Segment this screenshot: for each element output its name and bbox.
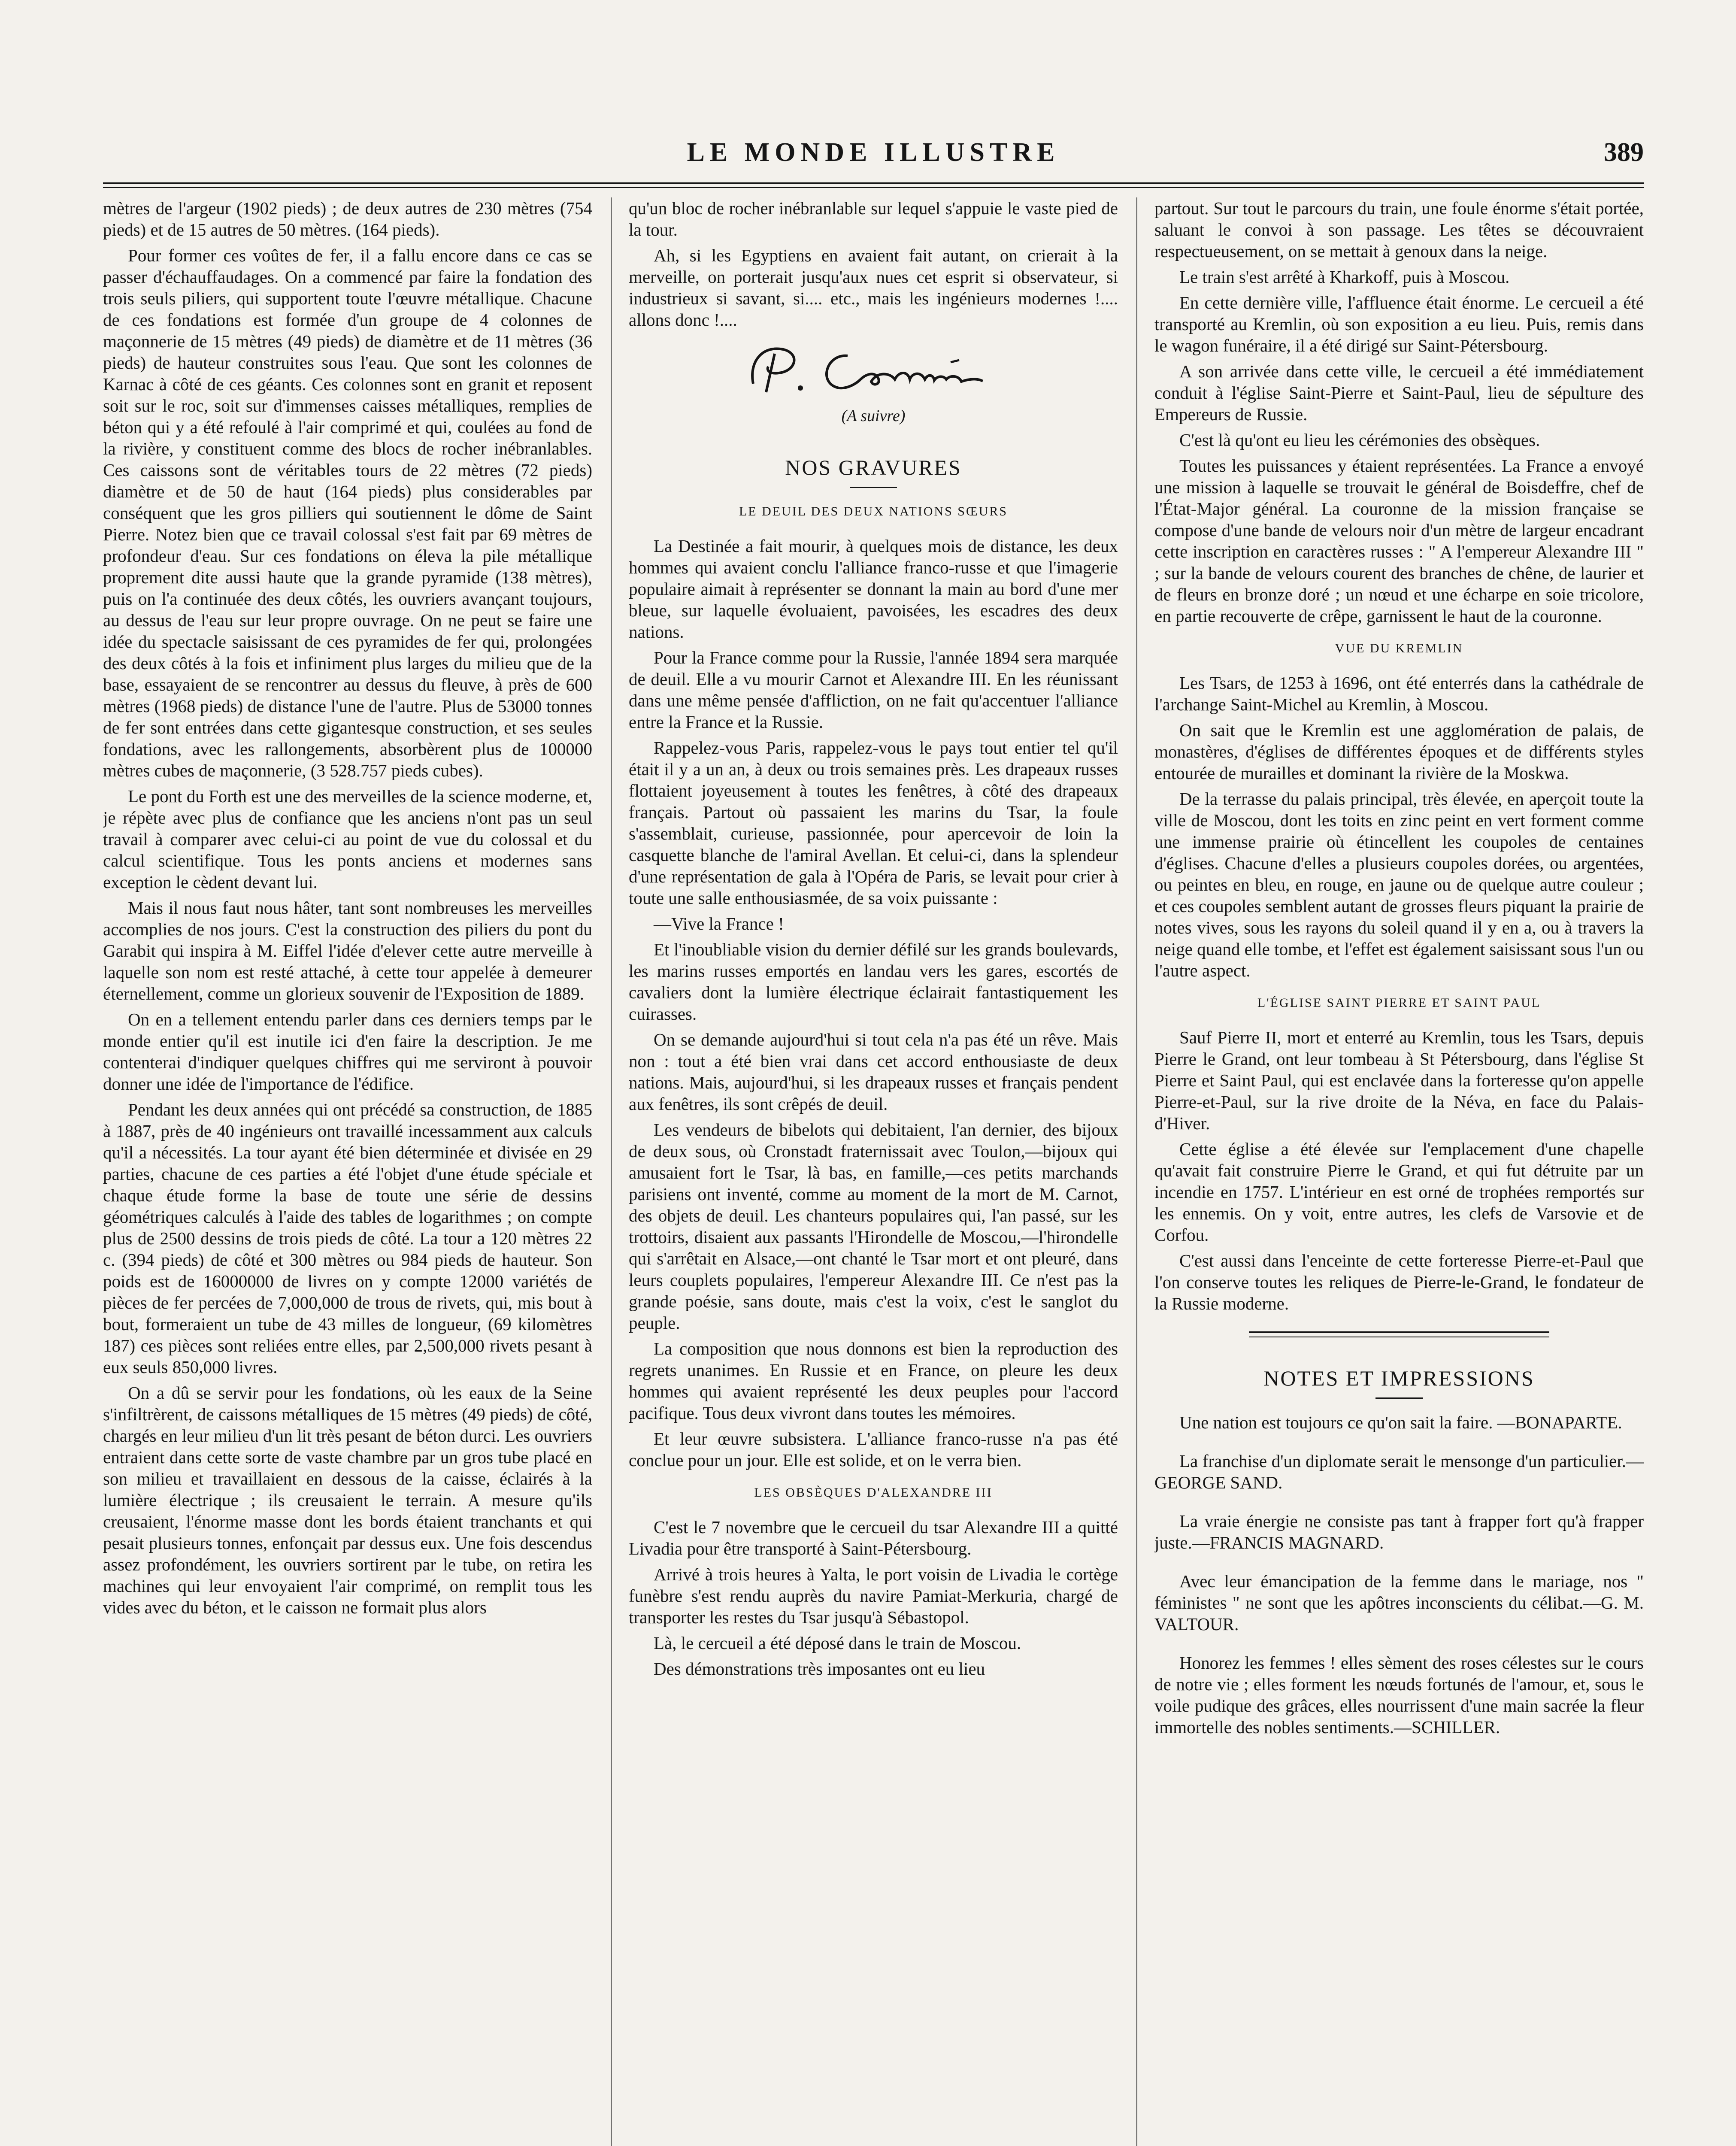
header-rule-thin — [103, 187, 1644, 188]
author-signature — [629, 336, 1118, 401]
paragraph: La composition que nous donnons est bien la reproduction des regrets unanimes. En Russie et en France, on pleure les deux hommes qui avaient représenté les deux peuples pour l'accord pacifique. Tous deux vivront dans toutes les mémoires. — [629, 1339, 1118, 1423]
masthead — [103, 129, 1644, 180]
paragraph: La Destinée a fait mourir, à quelques mois de distance, les deux hommes qui avaient conclu l'alliance franco-russe et que l'imagerie populaire aimait à représenter se donnant la main au bord d'une mer bleue, sur laquelle évoluaient, pavoisées, les escadres des deux nations. — [629, 536, 1118, 642]
paragraph: On en a tellement entendu parler dans ces derniers temps par le monde entier qu'il est inutile ici d'en faire la description. Je me contenterai d'indiquer quelques chiffres qui me serviront à pouvoir donner une idée de l'importance de l'édifice. — [103, 1009, 592, 1094]
paragraph: Pour la France comme pour la Russie, l'année 1894 sera marquée de deuil. Elle a vu mourir Carnot et Alexandre III. En les réunissant dans une même pensée d'affliction, on ne fait qu'accentuer l'alliance entre la France et la Russie. — [629, 648, 1118, 732]
article-columns — [103, 197, 1644, 2146]
paragraph: On a dû se servir pour les fondations, où les eaux de la Seine s'infiltrèrent, de caissons métalliques de 15 mètres (49 pieds) de côté, chargés en leur milieu d'un lit très pesant de béton durci. Les ouvriers entraient dans cette sorte de vaste chambre par un gros tube placé en son milieu et travaillaient en dessous de la caisse, éclairés à la lumière électrique ; ils creusaient le terrain. A mesure qu'ils creusaient, l'énorme masse dont les bords étaient tranchants et qui pesait plusieurs tonnes, enfonçait par dessus eux. Une fois descendus assez profondément, les ouvriers sortirent par le tube, on retira les machines qui leur envoyaient l'air comprimé, on remplit tous les vides avec du béton, et le caisson ne formait plus alors — [103, 1383, 592, 1617]
paragraph: Et l'inoubliable vision du dernier défilé sur les grands boulevards, les marins russes emportés en landau vers les gares, escortés de cavaliers dont la lumière électrique éclairait fantastiquement les cuirasses. — [629, 940, 1118, 1024]
subsection-title: VUE DU KREMLIN — [1335, 641, 1463, 655]
subsection-title: L'ÉGLISE SAINT PIERRE ET SAINT PAUL — [1257, 996, 1541, 1010]
paragraph: En cette dernière ville, l'affluence était énorme. Le cercueil a été transporté au Kremlin, où son exposition a eu lieu. Puis, remis dans le wagon funéraire, il a été dirigé sur Saint-Pétersbourg. — [1154, 293, 1644, 355]
paragraph: Pour former ces voûtes de fer, il a fallu encore dans ce cas se passer d'échauffaudages. On a commencé par faire la fondation des trois seuls piliers, qui supportent toute l'œuvre métallique. Chacune de ces fondations est formée d'un groupe de 4 colonnes de maçonnerie de 15 mètres (49 pieds) de diamètre et de 11 mètres (36 pieds) de hauteur construites sous l'eau. Que sont les colonnes de Karnac à côté de ces géants. Ces colonnes sont en granit et reposent soit sur le roc, soit sur d'immenses caisses métalliques, remplies de béton qui y a été refoulé à l'air comprimé et qui, coulées au fond de la rivière, y constituent comme des blocs de rocher inébranlables. Ces caissons sont de véritables tours de 22 mètres (72 pieds) diamètre et de 50 de haut (164 pieds) plus considerables par conséquent que les gros pilliers qui soutiennent le dôme de Saint Pierre. Notez bien que ce travail colossal s'est fait par 69 mètres de profondeur d'eau. Sur ces fondations on éleva la pile métallique proprement dite aussi haute que la grande pyramide (138 mètres), puis on l'a continuée des deux côtés, les ouvriers avançant toujours, au dessus de l'eau sur leur propre ouvrage. On ne peut se faire une idée du spectacle saisissant de ces pyramides de fer qui, prolongées des deux côtés à la fois et infiniment plus larges du milieu que de la base, essayaient de se rencontrer au dessus du fleuve, à près de 600 mètres (1968 pieds) de distance l'une de l'autre. Plus de 53000 tonnes de fer sont entrées dans cette gigantesque construction, et ses seules fondations, avec les rallongements, absorbèrent plus de 100000 mètres cubes de maçonnerie, (3 528.757 pieds cubes). — [103, 246, 592, 780]
section-rule — [850, 487, 897, 488]
column-2 — [629, 197, 1118, 2146]
subsection-title: LES OBSÈQUES D'ALEXANDRE III — [754, 1485, 993, 1500]
paragraph: Sauf Pierre II, mort et enterré au Kremlin, tous les Tsars, depuis Pierre le Grand, ont leur tombeau à St Pétersbourg, dans l'église St Pierre et Saint Paul, qui est enclavée dans la forteresse qu'on appelle Pierre-et-Paul, sur la rive droite de la Néva, en face du Palais-d'Hiver. — [1154, 1028, 1644, 1133]
header-rule — [103, 182, 1644, 184]
signature-handwriting — [736, 336, 1011, 401]
quote: La franchise d'un diplomate serait le mensonge d'un particulier.—GEORGE SAND. — [1154, 1451, 1644, 1492]
paragraph: Là, le cercueil a été déposé dans le train de Moscou. — [654, 1633, 1021, 1653]
paragraph: Les Tsars, de 1253 à 1696, ont été enterrés dans la cathédrale de l'archange Saint-Michel au Kremlin, à Moscou. — [1154, 673, 1644, 714]
to-follow-note: (A suivre) — [841, 407, 906, 425]
paragraph: Le train s'est arrêté à Kharkoff, puis à Moscou. — [1179, 267, 1510, 287]
paragraph: Mais il nous faut nous hâter, tant sont nombreuses les merveilles accomplies de nos jours. C'est la construction des piliers du pont du Garabit qui inspira à M. Eiffel l'idée d'elever cette autre merveille à laquelle son nom est resté attaché, à cette tour appelée à demeurer éternellement, comme un glorieux souvenir de l'Exposition de 1889. — [103, 898, 592, 1003]
paragraph: Toutes les puissances y étaient représentées. La France a envoyé une mission à laquelle se trouvait le général de Boisdeffre, chef de l'État-Major général. La couronne de la mission française se compose d'une bande de velours noir d'un mètre de largeur encadrant cette inscription en caractères russes : " A l'empereur Alexandre III " ; sur la bande de velours courent des branches de chêne, de laurier et de fleurs en bronze doré ; un nœud et une écharpe en soie tricolore, en partie recouverte de crêpe, garnissent le haut de la couronne. — [1154, 456, 1644, 626]
section-title: NOS GRAVURES — [785, 455, 962, 479]
paragraph: Et leur œuvre subsistera. L'alliance franco-russe n'a pas été conclue pour un jour. Elle est solide, et on le verra bien. — [629, 1429, 1118, 1470]
paragraph: Des démonstrations très imposantes ont eu lieu — [654, 1659, 985, 1679]
quote: La vraie énergie ne consiste pas tant à frapper fort qu'à frapper juste.—FRANCIS MAGNARD. — [1154, 1511, 1644, 1552]
paragraph: On sait que le Kremlin est une agglomération de palais, de monastères, d'églises de différentes époques et de différents styles entourée de murailles et dominant la rivière de la Moskwa. — [1154, 720, 1644, 783]
section-rule — [1375, 1397, 1423, 1399]
paragraph: mètres de l'argeur (1902 pieds) ; de deux autres de 230 mètres (754 pieds) et de 15 autres de 50 mètres. (164 pieds). — [103, 198, 592, 239]
paragraph: De la terrasse du palais principal, très élevée, en aperçoit toute la ville de Moscou, dont les toits en zinc peint en vert forment comme une immense prairie où étincellent les coupoles de centaines d'églises. Chacune d'elles a plusieurs coupoles dorées, ou argentées, ou peintes en bleu, en rouge, en jaune ou de quelque autre couleur ; et ces coupoles semblent autant de grosses fleurs piquant la prairie de notes vives, sous les rayons du soleil quand il y en a, ou à travers la neige quand elle tombe, et l'effet est également saisissant sous l'un ou l'autre aspect. — [1154, 789, 1644, 980]
quote: Avec leur émancipation de la femme dans le mariage, nos " féministes " ne sont que les apôtres inconscients du célibat.—G. M. VALTOUR. — [1154, 1571, 1644, 1634]
paragraph: Le pont du Forth est une des merveilles de la science moderne, et, je répète avec plus de confiance que les anciens n'ont pas un seul travail à comparer avec celui-ci au point de vue du colossal et du calcul scientifique. Tous les ponts anciens et modernes sans exception le cèdent devant lui. — [103, 786, 592, 892]
paragraph: Arrivé à trois heures à Yalta, le port voisin de Livadia le cortège funèbre s'est rendu auprès du navire Pamiat-Merkuria, chargé de transporter les restes du Tsar jusqu'à Sébastopol. — [629, 1564, 1118, 1627]
paragraph: C'est le 7 novembre que le cercueil du tsar Alexandre III a quitté Livadia pour être transporté à Saint-Pétersbourg. — [629, 1517, 1118, 1558]
subsection-title: LE DEUIL DES DEUX NATIONS SŒURS — [739, 504, 1008, 518]
paragraph: —Vive la France ! — [654, 914, 784, 934]
section-title: NOTES ET IMPRESSIONS — [1263, 1366, 1535, 1390]
paragraph: On se demande aujourd'hui si tout cela n'a pas été un rêve. Mais non : tout a été bien vrai dans cet accord enthousiaste de deux nations. Mais, aujourd'hui, si les drapeaux russes et français pendent aux fenêtres, ils sont crêpés de deuil. — [629, 1030, 1118, 1114]
paragraph: C'est là qu'ont eu lieu les cérémonies des obsèques. — [1179, 430, 1540, 450]
paragraph: Rappelez-vous Paris, rappelez-vous le pays tout entier tel qu'il était il y a un an, à deux ou trois semaines près. Les drapeaux russes flottaient joyeusement à toutes les fenêtres, à côté des drapeaux français. Partout où passaient les marins du Tsar, la foule s'assemblait, curieuse, passionnée, pour apercevoir de loin la casquette blanche de l'amiral Avellan. Et celui-ci, dans la splendeur d'une représentation de gala à l'Opéra de Paris, se levait pour crier à toute une salle enthousiasmée, de sa voix puissante : — [629, 738, 1118, 908]
column-1 — [103, 197, 592, 2146]
quote: Une nation est toujours ce qu'on sait la faire. —BONAPARTE. — [1179, 1412, 1622, 1432]
paragraph: Pendant les deux années qui ont précédé sa construction, de 1885 à 1887, près de 40 ingénieurs ont travaillé incessamment aux calculs qu'il a nécessités. La tour ayant été bien déterminée et divisée en 29 parties, chacune de ces parties a été l'objet d'une étude spéciale et chaque étude forme la base de toute une série de dessins géométriques calculés à l'aide des tables de logarithmes ; on compte plus de 2500 dessins de trois pieds de côté. La tour a 120 mètres 22 c. (394 pieds) de côté et 300 mètres ou 984 pieds de hauteur. Son poids est de 16000000 de livres on y compte 12000 variétés de pièces de fer percées de 7,000,000 de trous de rivets, qui, mis bout à bout, formeraient un tube de 43 milles de longueur, (69 kilomètres 187) ces pièces sont reliées entre elles, par 2,500,000 rivets pesant à eux seuls 850,000 livres. — [103, 1100, 592, 1377]
newspaper-title: LE MONDE ILLUSTRE — [687, 138, 1060, 167]
quote: Honorez les femmes ! elles sèment des roses célestes sur le cours de notre vie ; elles forment les nœuds fortunés de l'amour, et, sous le voile pudique des grâces, elles nourrissent d'une main sacrée la fleur immortelle des nobles sentiments.—SCHILLER. — [1154, 1653, 1644, 1737]
column-3 — [1154, 197, 1644, 2146]
paragraph: partout. Sur tout le parcours du train, une foule énorme s'était portée, saluant le convoi à son passage. Les têtes se découvraient respectueusement, on se mettait à genoux dans la neige. — [1154, 198, 1644, 261]
page-number: 389 — [1604, 138, 1644, 167]
paragraph: Les vendeurs de bibelots qui debitaient, l'an dernier, des bijoux de deux sous, où Cronstadt fraternissait avec Toulon,—bijoux qui amusaient fort le Tsar, là bas, en famille,—ces petits marchands parisiens ont inventé, comme au moment de la mort de M. Carnot, des objets de deuil. Les chanteurs populaires qui, l'an passé, sur les trottoirs, disaient aux passants l'Hirondelle de Moscou,—l'hirondelle qui s'arrêtait en Alsace,—ont chanté le Tsar mort et ont pleuré, dans leurs couplets populaires, l'empereur Alexandre III. Ce n'est pas la grande poésie, sans doute, mais c'est la voix, c'est le sanglot du peuple. — [629, 1120, 1118, 1333]
column-divider — [1136, 197, 1137, 2146]
section-divider — [1249, 1331, 1549, 1333]
newspaper-page — [103, 129, 1644, 2146]
paragraph: C'est aussi dans l'enceinte de cette forteresse Pierre-et-Paul que l'on conserve toutes les reliques de Pierre-le-Grand, le fondateur de la Russie moderne. — [1154, 1251, 1644, 1313]
paragraph: Cette église a été élevée sur l'emplacement d'une chapelle qu'avait fait construire Pierre le Grand, et qui fut détruite par un incendie en 1757. L'intérieur en est orné de trophées remportés sur les ennemis. On y voit, entre autres, les clefs de Varsovie et de Corfou. — [1154, 1139, 1644, 1245]
paragraph: A son arrivée dans cette ville, le cercueil a été immédiatement conduit à l'église Saint-Pierre et Saint-Paul, lieu de sépulture des Empereurs de Russie. — [1154, 361, 1644, 424]
column-divider — [611, 197, 612, 2146]
paragraph: Ah, si les Egyptiens en avaient fait autant, on crierait à la merveille, on porterait jusqu'aux nues cet esprit si observateur, si industrieux si savant, si.... etc., mais les ingénieurs modernes !.... allons donc !.... — [629, 246, 1118, 330]
paragraph: qu'un bloc de rocher inébranlable sur lequel s'appuie le vaste pied de la tour. — [629, 198, 1118, 239]
